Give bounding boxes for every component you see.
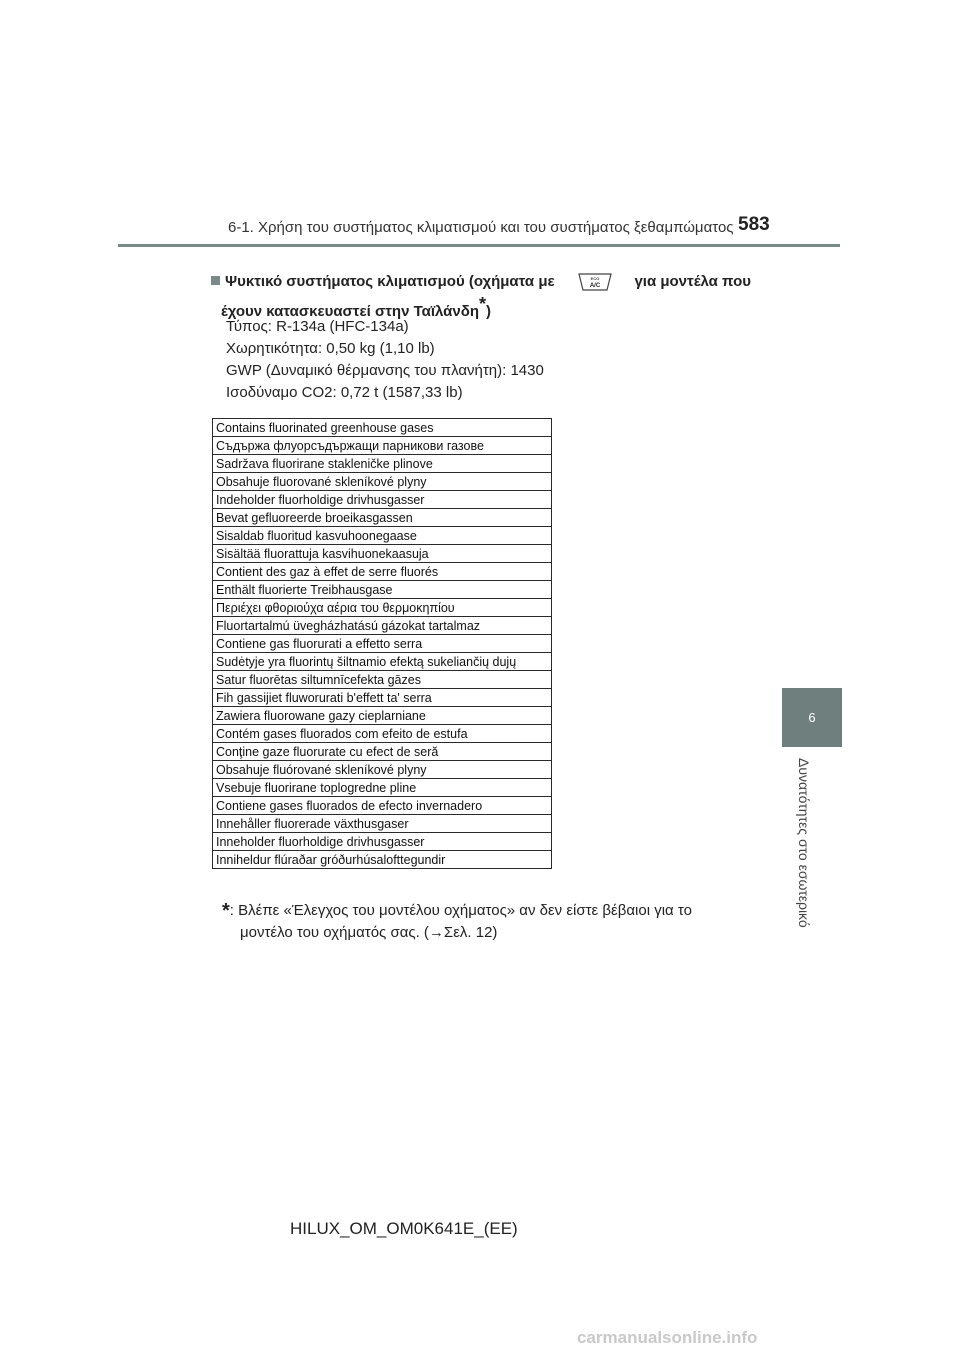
table-row <box>213 617 552 635</box>
chapter-tab-label: Δυνατότητες στο εσωτερικό <box>796 758 812 928</box>
table-cell: Zawiera fluorowane gazy cieplarniane <box>213 707 552 725</box>
heading-text-1: Ψυκτικό συστήματος κλιματισμού (οχήματα με <box>211 267 555 297</box>
table-row <box>213 635 552 653</box>
table-cell: Sadržava fluorirane stakleničke plinove <box>213 455 552 473</box>
table-cell: Innehåller fluorerade växthusgaser <box>213 815 552 833</box>
table-row <box>213 671 552 689</box>
table-cell: Contient des gaz à effet de serre fluorés <box>213 563 552 581</box>
table-row <box>213 563 552 581</box>
table-cell: Fluortartalmú üvegházhatású gázokat tartalmaz <box>213 617 552 635</box>
footnote-star: * <box>222 900 230 922</box>
document-code: HILUX_OM_OM0K641E_(EE) <box>290 1219 518 1238</box>
table-row <box>213 491 552 509</box>
table-cell: Contém gases fluorados com efeito de estufa <box>213 725 552 743</box>
table-row <box>213 509 552 527</box>
table-row <box>213 653 552 671</box>
heading-line-1 <box>211 267 751 297</box>
table-row <box>213 437 552 455</box>
svg-text:A/C: A/C <box>589 283 600 289</box>
table-row <box>213 851 552 869</box>
spec-co2: Ισοδύναμο CO2: 0,72 t (1587,33 lb) <box>226 384 463 401</box>
table-cell: Satur fluorētas siltumnīcefekta gāzes <box>213 671 552 689</box>
table-row <box>213 833 552 851</box>
greenhouse-gas-label-table <box>212 418 552 869</box>
table-cell: Obsahuje fluorované skleníkové plyny <box>213 473 552 491</box>
footnote-marker: * <box>479 294 487 314</box>
table-row <box>213 473 552 491</box>
heading-text-2: για μοντέλα που <box>634 273 751 290</box>
table-row <box>213 455 552 473</box>
refrigerant-specs <box>226 316 544 404</box>
spec-capacity: Χωρητικότητα: 0,50 kg (1,10 lb) <box>226 340 435 357</box>
table-row <box>213 761 552 779</box>
table-cell: Fih gassijiet fluworurati b'effett ta' serra <box>213 689 552 707</box>
table-cell: Inneholder fluorholdige drivhusgasser <box>213 833 552 851</box>
footnote-line-1: : Βλέπε «Έλεγχος του μοντέλου οχήματος» αν δεν είστε βέβαιοι για το <box>229 902 692 919</box>
footnote <box>222 900 744 944</box>
watermark[interactable]: carmanualsonline.info <box>577 1328 758 1347</box>
table-row <box>213 725 552 743</box>
chapter-title: 6-1. Χρήση του συστήματος κλιματισμού και του συστήματος ξεθαμπώματος <box>228 219 734 236</box>
table-cell: Sudėtyje yra fluorintų šiltnamio efektą sukeliančių dujų <box>213 653 552 671</box>
table-cell: Περιέχει φθοριούχα αέρια του θερμοκηπίου <box>213 599 552 617</box>
table-cell: Obsahuje fluórované skleníkové plyny <box>213 761 552 779</box>
table-row <box>213 527 552 545</box>
header-divider <box>118 244 840 247</box>
table-cell: Conţine gaze fluorurate cu efect de seră <box>213 743 552 761</box>
table-cell: Sisaldab fluoritud kasvuhoonegaase <box>213 527 552 545</box>
chapter-tab-number: 6 <box>808 710 816 725</box>
page-number: 583 <box>738 214 770 235</box>
table-cell: Sisältää fluorattuja kasvihuonekaasuja <box>213 545 552 563</box>
table-row <box>213 797 552 815</box>
square-bullet-icon <box>211 276 220 285</box>
table-cell: Inniheldur flúraðar gróðurhúsalofttegundir <box>213 851 552 869</box>
table-row <box>213 743 552 761</box>
spec-gwp: GWP (Δυναμικό θέρμανσης του πλανήτη): 1430 <box>226 362 544 379</box>
table-cell: Contiene gases fluorados de efecto invernadero <box>213 797 552 815</box>
table-row <box>213 689 552 707</box>
heading-line-2: έχουν κατασκευαστεί στην Ταϊλάνδη*) <box>221 294 492 320</box>
table-row <box>213 779 552 797</box>
svg-text:ECO: ECO <box>590 276 599 281</box>
ac-icon <box>577 272 613 292</box>
table-cell: Contiene gas fluorurati a effetto serra <box>213 635 552 653</box>
table-row <box>213 707 552 725</box>
table-cell: Enthält fluorierte Treibhausgase <box>213 581 552 599</box>
table-row <box>213 545 552 563</box>
table-cell: Bevat gefluoreerde broeikasgassen <box>213 509 552 527</box>
chapter-tab[interactable] <box>782 688 842 747</box>
table-row <box>213 815 552 833</box>
table-cell: Съдържа флуорсъдържащи парникови газове <box>213 437 552 455</box>
footnote-line-2: μοντέλο του οχήματός σας. (→Σελ. 12) <box>240 924 498 941</box>
table-row <box>213 581 552 599</box>
table-cell: Vsebuje fluorirane toplogredne pline <box>213 779 552 797</box>
table-cell: Indeholder fluorholdige drivhusgasser <box>213 491 552 509</box>
table-cell: Contains fluorinated greenhouse gases <box>213 419 552 437</box>
table-row <box>213 599 552 617</box>
table-row <box>213 419 552 437</box>
spec-type: Τύπος: R-134a (HFC-134a) <box>226 318 409 335</box>
